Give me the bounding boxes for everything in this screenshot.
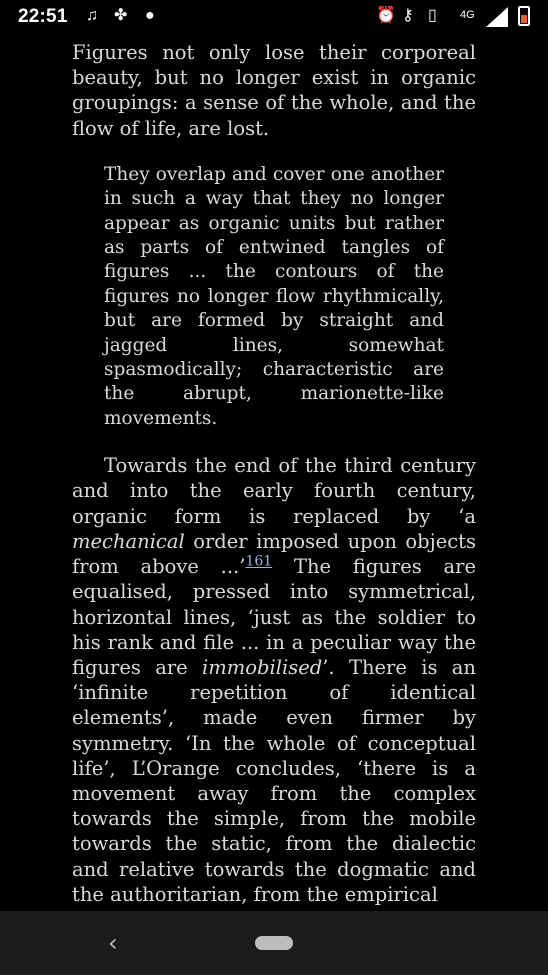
notification-icon: ♫: [86, 7, 98, 24]
home-button[interactable]: [255, 936, 293, 950]
status-bar: [0, 0, 548, 34]
block-quote: They overlap and cover one another in such a way that they no longer appear as organic units but rather as parts of entwined tangles of figures ... the contours of the figures no longer flow rhythmically, but are formed by straight and jagged lines, somewhat spasmodically; characteristic are the abrupt, marionette-like movements.: [104, 163, 444, 429]
reader-page[interactable]: [72, 40, 476, 910]
back-icon[interactable]: ‹: [108, 929, 118, 957]
slack-icon: ✤: [114, 7, 128, 24]
paragraph: Towards the end of the third century and into the early fourth century, organic form is replaced by ‘a mechanical order imposed upon objects from above ...’$^{161}$ The figures are equalised, pressed into symmetrical, horizontal lines, ‘just as the soldier to his rank and file ... in a peculiar way the figures are immobilised’. There is an ‘infinite repetition of identical elements’, made even firmer by symmetry. ‘In the whole of conceptual life’, L’Orange concludes, ‘there is a movement away from the complex towards the simple, from the mobile towards the static, from the dialectic and relative towards the dogmatic and the authoritarian, from the empirical: [72, 454, 476, 906]
alarm-icon: ⏰: [376, 7, 396, 24]
navigation-bar: [0, 911, 548, 975]
location-icon: ●: [145, 7, 155, 24]
footnote-link[interactable]: 161: [245, 553, 273, 570]
clock: 22:51: [18, 6, 68, 27]
vibrate-icon: ▯: [428, 7, 437, 24]
key-icon: ⚷: [402, 7, 414, 24]
signal-icon: [486, 7, 508, 27]
battery-icon: [518, 6, 530, 26]
network-type: 4G: [460, 9, 475, 21]
paragraph: Figures not only lose their corporeal beauty, but no longer exist in organic groupings: a sense of the whole, and the flow of life, are lost.: [72, 41, 476, 140]
